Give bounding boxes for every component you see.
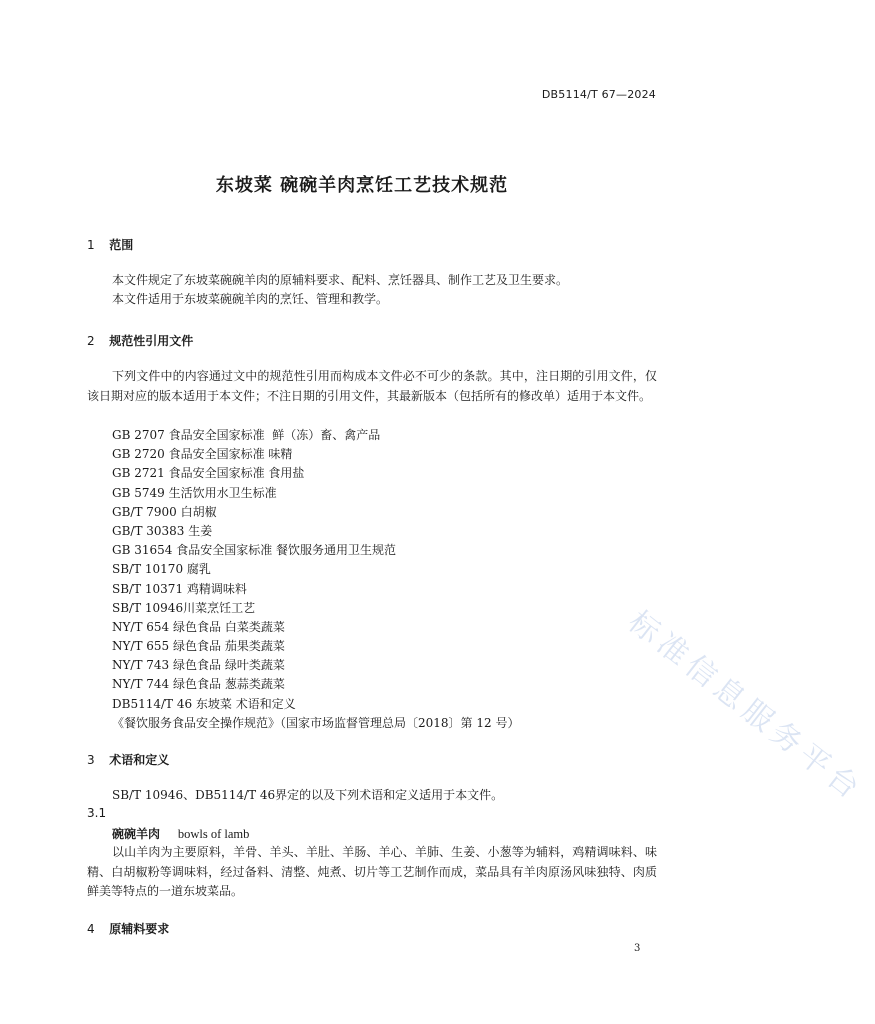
- reference-item: SB/T 10946川菜烹饪工艺: [112, 600, 256, 615]
- reference-item: GB 5749 生活饮用水卫生标准: [112, 485, 277, 500]
- reference-item: GB/T 7900 白胡椒: [112, 504, 217, 519]
- scope-paragraph-2: 本文件适用于东坡菜碗碗羊肉的烹饪、管理和教学。: [112, 292, 389, 306]
- reference-item: GB/T 30383 生姜: [112, 523, 213, 538]
- reference-item: 《餐饮服务食品安全操作规范》（国家市场监督管理总局〔2018〕第 12 号）: [112, 715, 520, 730]
- reference-item: NY/T 744 绿色食品 葱蒜类蔬菜: [112, 677, 285, 692]
- reference-item: SB/T 10170 腐乳: [112, 562, 211, 577]
- terms-intro: SB/T 10946、DB5114/T 46界定的以及下列术语和定义适用于本文件。: [112, 788, 504, 802]
- section-title: 术语和定义: [109, 753, 170, 767]
- reference-item: GB 31654 食品安全国家标准 餐饮服务通用卫生规范: [112, 543, 397, 558]
- reference-item: NY/T 655 绿色食品 茄果类蔬菜: [112, 639, 285, 654]
- term-definition: 以山羊肉为主要原料，羊骨、羊头、羊肚、羊肠、羊心、羊肺、生姜、小葱等为辅料，鸡精调味料、味精、白胡椒粉等调味料，经过备料、清整、炖煮、切片等工艺制作而成，菜品具有羊肉原汤风味独特、肉质鲜美等特点的一道东坡菜品。: [87, 845, 657, 898]
- page-number: 3: [634, 943, 641, 954]
- reference-item: NY/T 654 绿色食品 白菜类蔬菜: [112, 619, 285, 634]
- section-2-heading: [87, 332, 193, 349]
- term-heading: [112, 825, 249, 842]
- reference-item: NY/T 743 绿色食品 绿叶类蔬菜: [112, 658, 285, 673]
- reference-item: GB 2707 食品安全国家标准 鲜（冻）畜、禽产品: [112, 428, 381, 442]
- document-code: DB5114/T 67—2024: [541, 88, 656, 101]
- section-number: 4: [87, 922, 95, 936]
- reference-item: DB5114/T 46 东坡菜 术语和定义: [112, 696, 296, 711]
- section-4-heading: [87, 920, 169, 937]
- section-1-heading: [87, 236, 133, 253]
- scope-paragraph-1: 本文件规定了东坡菜碗碗羊肉的原辅料要求、配料、烹饪器具、制作工艺及卫生要求。: [112, 273, 569, 287]
- document-title: 东坡菜 碗碗羊肉烹饪工艺技术规范: [215, 175, 509, 196]
- reference-item: GB 2721 食品安全国家标准 食用盐: [112, 466, 305, 481]
- section-title: 原辅料要求: [109, 922, 170, 936]
- references-intro: 下列文件中的内容通过文中的规范性引用而构成本文件必不可少的条款。其中，注日期的引用文件，仅该日期对应的版本适用于本文件；不注日期的引用文件，其最新版本（包括所有的修改单）适用于本文件。: [87, 369, 657, 403]
- reference-list: [112, 426, 519, 733]
- watermark: 标准信息服务平台: [621, 604, 871, 810]
- section-3-heading: [87, 751, 169, 768]
- term-chinese: 碗碗羊肉: [112, 827, 161, 841]
- reference-item: GB 2720 食品安全国家标准 味精: [112, 447, 293, 462]
- term-english: bowls of lamb: [177, 827, 250, 841]
- section-number: 1: [87, 238, 95, 252]
- section-number: 3: [87, 753, 95, 767]
- section-number: 2: [87, 334, 95, 348]
- section-title: 规范性引用文件: [109, 334, 194, 348]
- term-number: 3.1: [87, 806, 107, 820]
- section-title: 范围: [109, 238, 134, 252]
- reference-item: SB/T 10371 鸡精调味料: [112, 581, 247, 596]
